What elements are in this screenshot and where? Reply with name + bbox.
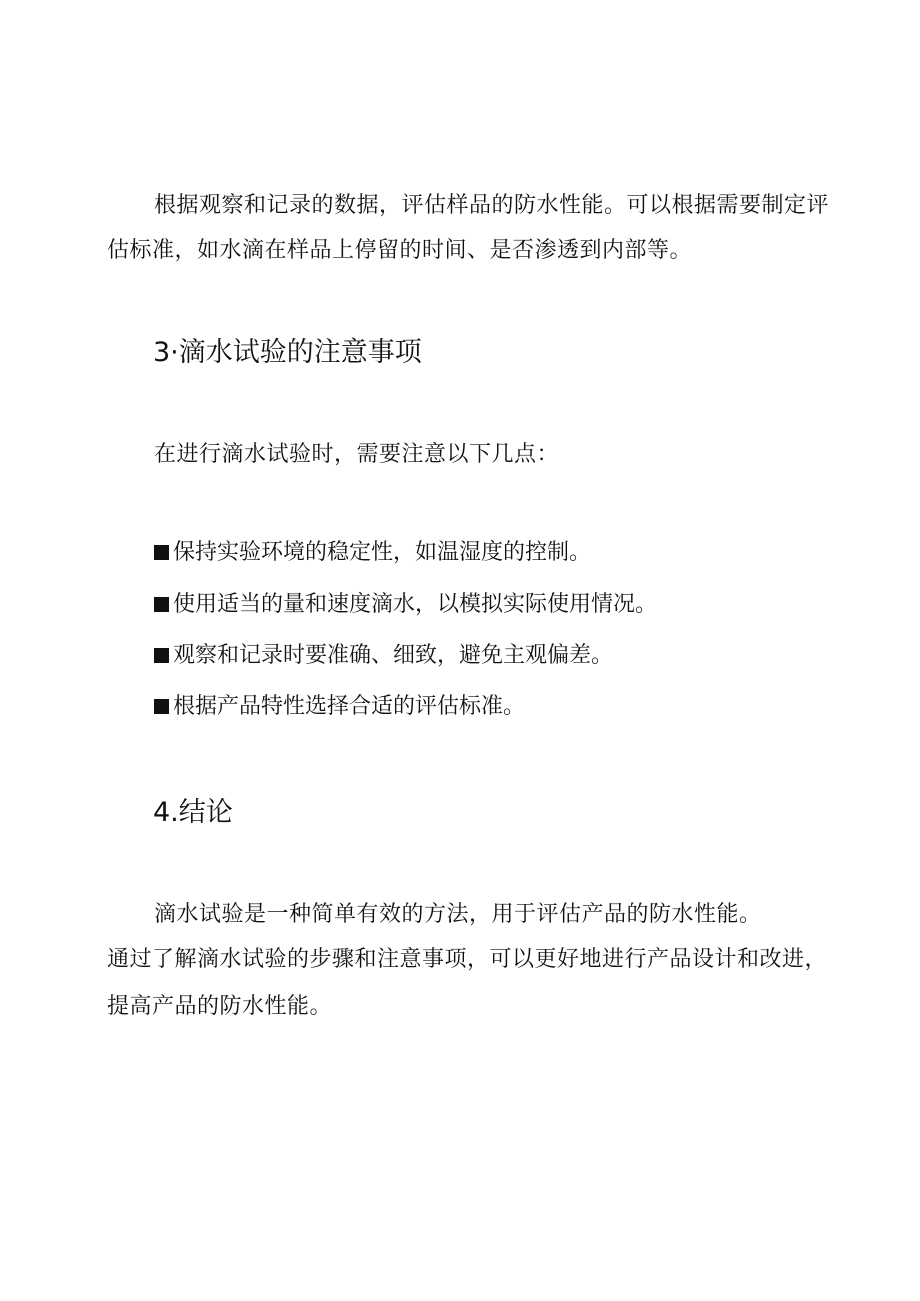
list-item bbox=[154, 538, 591, 568]
list-item bbox=[154, 590, 657, 620]
list-item-text: 根据产品特性选择合适的评估标准。 bbox=[173, 694, 526, 719]
list-item-text: 保持实验环境的稳定性，如温湿度的控制。 bbox=[173, 540, 592, 565]
section-4-heading: 4.结论 bbox=[153, 797, 233, 828]
square-bullet-icon bbox=[154, 699, 169, 714]
conclusion-line-1: 滴水试验是一种简单有效的方法，用于评估产品的防水性能。 bbox=[154, 902, 762, 927]
section-3-intro: 在进行滴水试验时，需要注意以下几点： bbox=[154, 442, 560, 467]
conclusion-line-2: 通过了解滴水试验的步骤和注意事项，可以更好地进行产品设计和改进， bbox=[107, 947, 828, 972]
square-bullet-icon bbox=[154, 545, 169, 560]
square-bullet-icon bbox=[154, 648, 169, 663]
list-item bbox=[154, 641, 613, 671]
evaluate-paragraph-line-1: 根据观察和记录的数据，评估样品的防水性能。可以根据需要制定评 bbox=[154, 193, 830, 218]
evaluate-paragraph-line-2: 估标准，如水滴在样品上停留的时间、是否渗透到内部等。 bbox=[107, 238, 693, 263]
list-item-text: 观察和记录时要准确、细致，避免主观偏差。 bbox=[173, 643, 614, 668]
section-3-heading: 3·滴水试验的注意事项 bbox=[153, 337, 422, 368]
conclusion-line-3: 提高产品的防水性能。 bbox=[107, 994, 333, 1019]
square-bullet-icon bbox=[154, 597, 169, 612]
list-item-text: 使用适当的量和速度滴水，以模拟实际使用情况。 bbox=[173, 592, 658, 617]
list-item bbox=[154, 692, 525, 722]
